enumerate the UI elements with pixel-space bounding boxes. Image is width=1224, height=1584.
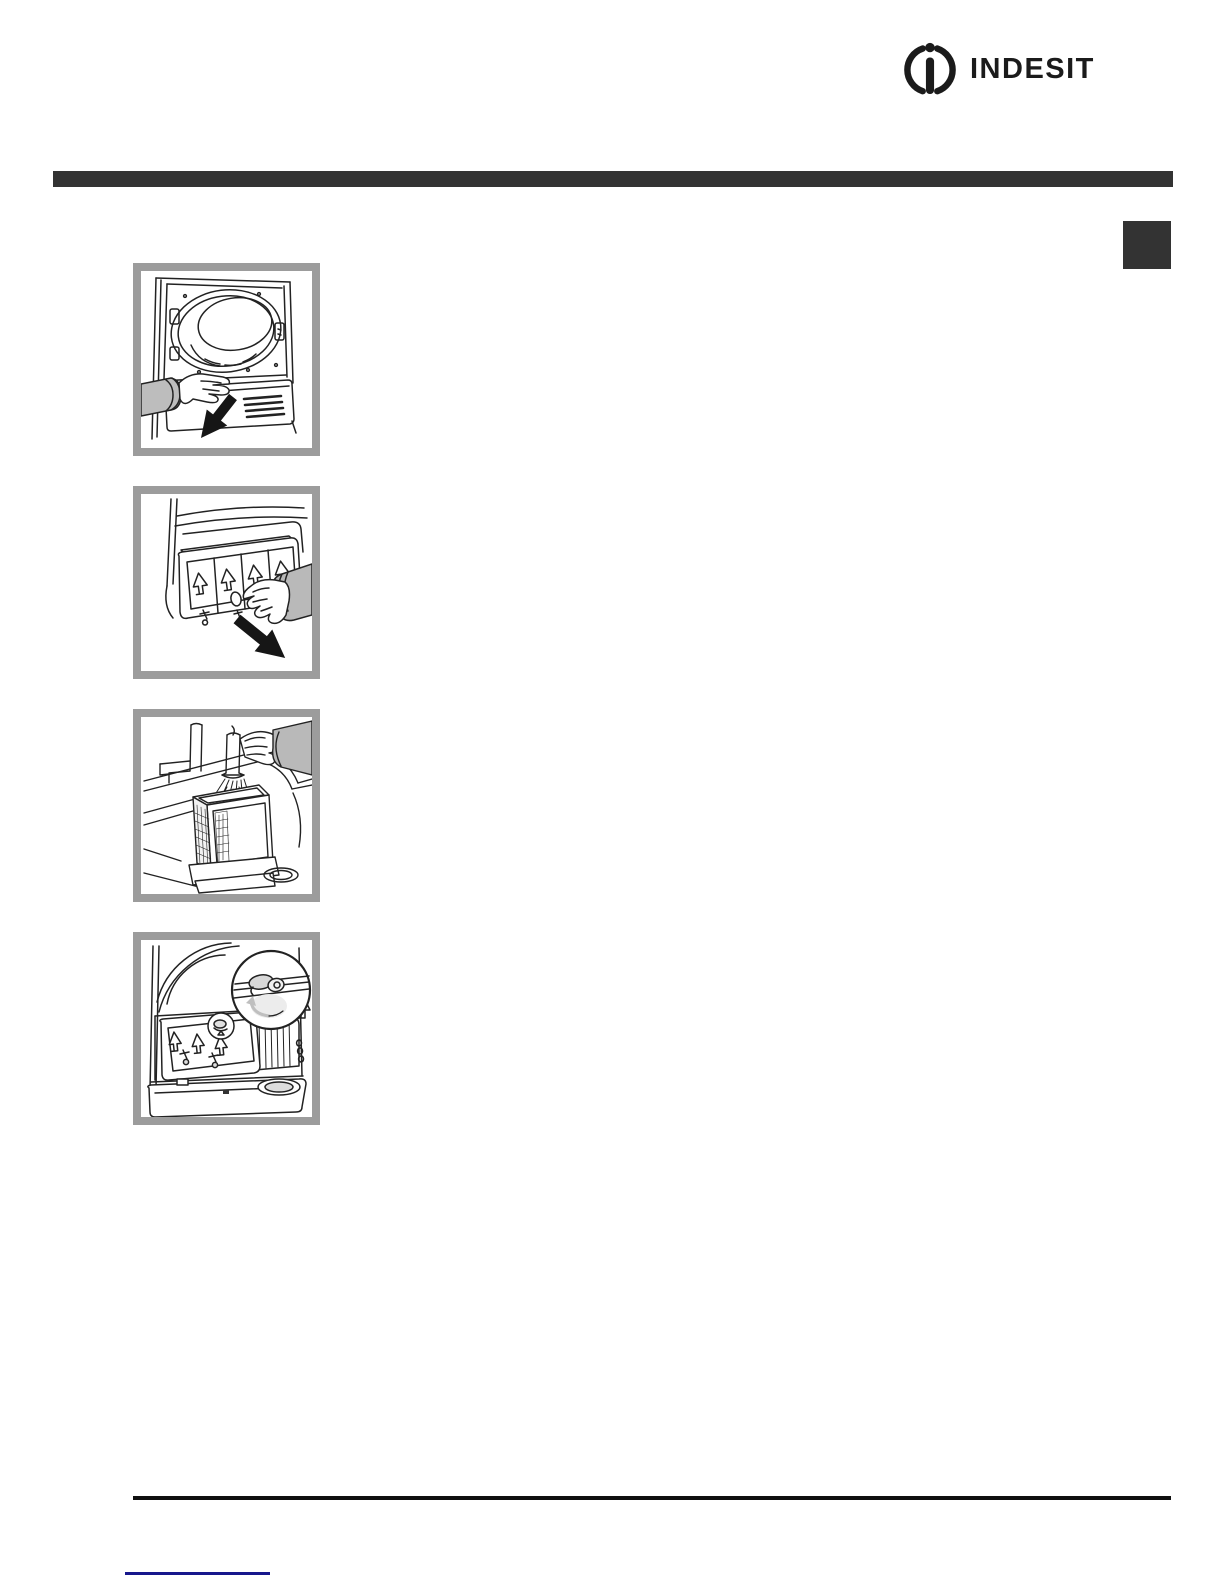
footer-rule — [133, 1496, 1171, 1500]
remove-condenser-figure — [133, 486, 320, 679]
condenser-removal-illustration — [141, 494, 312, 671]
footer-link-underline[interactable] — [125, 1572, 270, 1575]
step-figures — [133, 263, 320, 1125]
header-rule — [53, 171, 1173, 187]
refit-condenser-figure — [133, 932, 320, 1125]
brand-name: INDESIT — [970, 53, 1095, 85]
remove-kick-plate-figure — [133, 263, 320, 456]
condenser-rinse-illustration — [141, 717, 312, 894]
rinse-condenser-figure — [133, 709, 320, 902]
page-section-tab — [1123, 221, 1171, 269]
indesit-ring-i-icon — [903, 42, 957, 102]
kick-plate-removal-illustration — [141, 271, 312, 448]
condenser-refit-illustration — [141, 940, 312, 1117]
indesit-logo — [903, 42, 1095, 102]
